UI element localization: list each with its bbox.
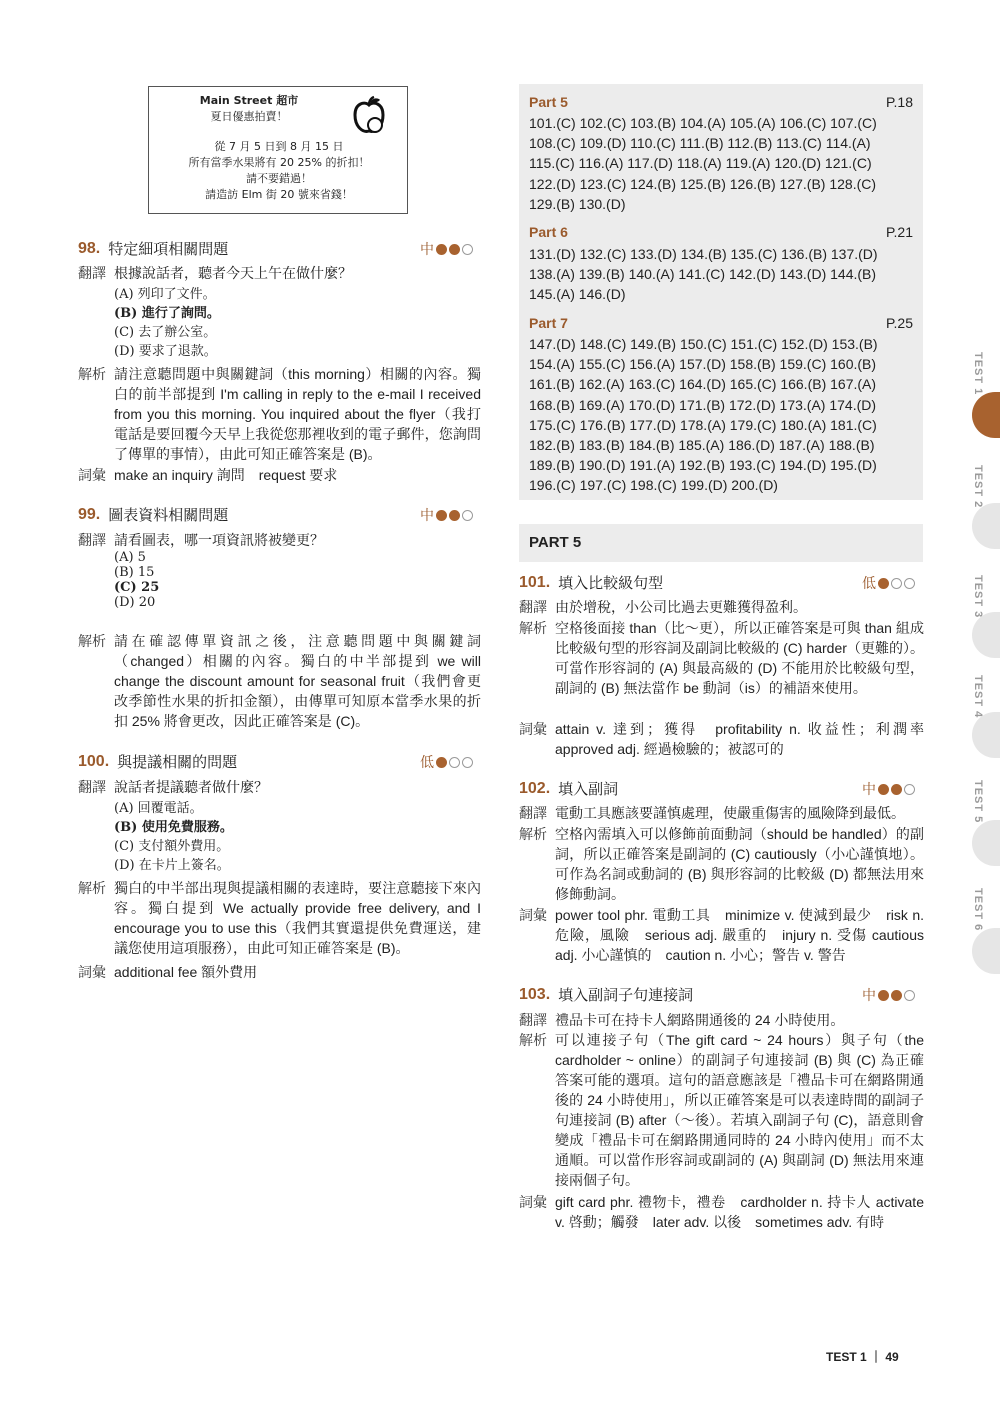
difficulty-indicator	[862, 573, 915, 593]
vocab-label: 詞彙	[78, 468, 106, 484]
tab-test4[interactable]	[972, 712, 1000, 758]
part-header-label: PART 5	[529, 534, 582, 551]
difficulty-indicator	[420, 752, 473, 772]
question-title: 與提議相關的問題	[117, 753, 238, 771]
vocab-text: additional fee 額外費用	[114, 964, 258, 980]
difficulty-dot	[904, 784, 915, 795]
answer-line: 131.(D) 132.(C) 133.(D) 134.(B) 135.(C) 136.(B) 137.(D)	[529, 246, 878, 262]
tab-test1[interactable]	[972, 392, 1000, 438]
answer-line: 182.(B) 183.(B) 184.(B) 185.(A) 186.(D) 187.(A) 188.(B)	[529, 437, 875, 454]
question-text: 禮品卡可在持卡人網路開通後的 24 小時使用。	[555, 1012, 845, 1028]
question-title: 特定細項相關問題	[108, 240, 229, 258]
option: (D) 要求了退款。	[114, 344, 217, 359]
question-title: 圖表資料相關問題	[108, 506, 229, 524]
vocab-label: 詞彙	[519, 1195, 547, 1211]
question-number: 98.	[78, 239, 101, 257]
vocab-row	[78, 465, 481, 485]
vocab-row	[78, 962, 481, 982]
analysis-label: 解析	[519, 1033, 547, 1049]
tab-label-test2: TEST 2	[972, 465, 984, 509]
analysis-label: 解析	[519, 827, 547, 843]
page-footer: TEST 1 ｜ 49	[826, 1350, 899, 1364]
translation-label: 翻譯	[519, 600, 547, 616]
flyer-line: 所有當季水果將有 20 25% 的折扣！	[188, 156, 370, 169]
difficulty-dot	[462, 244, 473, 255]
answer-line: 115.(C) 116.(A) 117.(D) 118.(A) 119.(A) 120.(D) 121.(C)	[529, 155, 872, 172]
analysis-text: 可以連接子句（The gift card ~ 24 hours）與子句（the cardholder ~ online）的副詞子句連接詞 (B) 與 (C) 為正確答案可能的選項。這句的語意應該是「禮品卡可在網路開通後的 24 小時使用」，所以正確答案是可以表達時間的副詞子句連接詞 (B) after（～後）。若填入副詞子句 (C)，語意則會變成「禮品卡可在網路開通同時的 24 小時內使用」而不太通順。可以當作形容詞或副詞的 (A) 與副詞 (D) 無法用來連接兩個子句。	[555, 1032, 924, 1188]
difficulty-dot	[449, 757, 460, 768]
option: (A) 列印了文件。	[114, 287, 216, 302]
difficulty-label: 中	[862, 988, 876, 1004]
answer-page-ref: P.21	[886, 224, 913, 240]
difficulty-dot	[891, 578, 902, 589]
tab-test6[interactable]	[972, 928, 1000, 974]
answer-line: 145.(A) 146.(D)	[529, 286, 626, 303]
translation-row	[78, 530, 481, 610]
tab-test3[interactable]	[972, 612, 1000, 658]
question-98-header	[78, 238, 228, 259]
option-correct: (B) 使用免費服務。	[114, 820, 233, 835]
analysis-text: 請在確認傳單資訊之後，注意聽問題中與關鍵詞（changed）相關的內容。獨白的中半部提到 we will change the discount amount for seasonal fruit（我們會更改季節性水果的折扣金額），由傳單可知原本當季水果的折扣 25% 將會更改，因此正確答案是 (C)。	[114, 633, 481, 729]
translation-label: 翻譯	[78, 533, 106, 549]
vocab-text: power tool phr. 電動工具 minimize v. 使減到最少 risk n. 危險，風險 serious adj. 嚴重的 injury n. 受傷 cautious adj. 小心謹慎的 caution n. 小心；警告 v. 警告	[555, 907, 924, 963]
difficulty-dot	[449, 510, 460, 521]
vocab-row	[519, 1192, 924, 1232]
flyer-line: 請造訪 Elm 街 20 號來省錢！	[205, 188, 353, 201]
apple-icon	[351, 95, 387, 137]
vocab-row	[519, 905, 924, 965]
analysis-row	[78, 364, 481, 464]
answer-line: 196.(C) 197.(C) 198.(C) 199.(D) 200.(D)	[529, 477, 778, 494]
analysis-label: 解析	[78, 367, 106, 383]
analysis-label: 解析	[519, 621, 547, 637]
option: (D) 20	[114, 595, 156, 610]
answer-line: 122.(D) 123.(C) 124.(B) 125.(B) 126.(B) 127.(B) 128.(C)	[529, 175, 877, 192]
difficulty-dot	[891, 990, 902, 1001]
answer-page-ref: P.25	[886, 315, 913, 331]
question-number: 101.	[519, 573, 551, 591]
question-text: 由於增稅，小公司比過去更難獲得盈利。	[555, 599, 807, 615]
translation-label: 翻譯	[78, 266, 106, 282]
option: (C) 去了辦公室。	[114, 325, 217, 340]
answer-line: 154.(A) 155.(C) 156.(A) 157.(D) 158.(B) 159.(C) 160.(B)	[529, 356, 877, 373]
option: (D) 在卡片上簽名。	[114, 858, 230, 873]
answer-list	[529, 334, 919, 496]
difficulty-dot	[462, 757, 473, 768]
analysis-text: 空格內需填入可以修飾前面動詞（should be handled）的副詞，所以正確答案是副詞的 (C) cautiously（小心謹慎地）。可作為名詞或動詞的 (B) 與形容詞的比較級 (D) 都無法用來修飾動詞。	[555, 826, 924, 902]
difficulty-indicator	[862, 985, 915, 1005]
question-102-header	[519, 778, 618, 799]
answer-line: 175.(C) 176.(B) 177.(D) 178.(A) 179.(C) 180.(A) 181.(C)	[529, 416, 877, 433]
difficulty-label: 中	[862, 782, 876, 798]
vocab-label: 詞彙	[78, 965, 106, 981]
translation-label: 翻譯	[519, 806, 547, 822]
answer-line: 189.(B) 190.(D) 191.(A) 192.(B) 193.(C) 194.(D) 195.(D)	[529, 457, 877, 474]
difficulty-dot	[436, 244, 447, 255]
analysis-row	[78, 878, 481, 958]
analysis-label: 解析	[78, 634, 106, 650]
answer-part-label: Part 7	[529, 315, 568, 331]
answer-line: 101.(C) 102.(C) 103.(B) 104.(A) 105.(A) 106.(C) 107.(C)	[529, 115, 877, 131]
option-correct: (B) 進行了詢問。	[114, 306, 220, 321]
question-99-header	[78, 504, 228, 525]
analysis-text: 請注意聽問題中與關鍵詞（this morning）相關的內容。獨白的前半部提到 I'm calling in reply to the e-mail I received from you this morning. You inquired about the flyer（我打電話是要回覆今天早上我從您那裡收到的電子郵件，您詢問了傳單的事情），由此可知正確答案是 (B)。	[114, 366, 481, 462]
answer-list	[529, 244, 919, 305]
answer-line: 147.(D) 148.(C) 149.(B) 150.(C) 151.(C) 152.(D) 153.(B)	[529, 336, 878, 352]
answer-key-box	[519, 84, 923, 500]
option-correct: (C) 25	[114, 580, 160, 595]
answer-line: 168.(B) 169.(A) 170.(D) 171.(B) 172.(D) 173.(A) 174.(D)	[529, 396, 877, 413]
analysis-text: 空格後面接 than（比～更），所以正確答案是可與 than 組成比較級句型的形容詞及副詞比較級的 (C) harder（更難的）。可當作形容詞的 (A) 與最高級的 (D) 不能用於比較級句型，副詞的 (B) 無法當作 be 動詞（is）的補語來使用。	[555, 620, 924, 696]
question-number: 102.	[519, 779, 551, 797]
vocab-label: 詞彙	[519, 908, 547, 924]
difficulty-dot	[904, 990, 915, 1001]
question-number: 100.	[78, 752, 110, 770]
difficulty-indicator	[862, 779, 915, 799]
option: (A) 5	[114, 550, 146, 565]
difficulty-label: 中	[420, 242, 434, 258]
difficulty-label: 中	[420, 508, 434, 524]
analysis-row	[519, 1030, 924, 1190]
tab-label-test5: TEST 5	[972, 780, 984, 824]
flyer-box	[148, 86, 408, 214]
question-title: 填入副詞子句連接詞	[558, 986, 694, 1004]
flyer-title: Main Street 超市	[199, 94, 299, 107]
answer-list	[529, 113, 919, 214]
difficulty-indicator	[420, 239, 473, 259]
flyer-line: 從 7 月 5 日到 8 月 15 日	[214, 140, 344, 153]
difficulty-dot	[878, 578, 889, 589]
vocab-text: gift card phr. 禮物卡，禮卷 cardholder n. 持卡人 activate v. 啓動；觸發 later adv. 以後 sometimes adv. 有時	[555, 1194, 924, 1230]
difficulty-dot	[891, 784, 902, 795]
difficulty-dot	[904, 578, 915, 589]
question-103-header	[519, 984, 693, 1005]
answer-line: 138.(A) 139.(B) 140.(A) 141.(C) 142.(D) 143.(D) 144.(B)	[529, 266, 877, 283]
difficulty-label: 低	[420, 755, 434, 771]
tab-test5[interactable]	[972, 820, 1000, 866]
difficulty-dot	[462, 510, 473, 521]
question-number: 103.	[519, 985, 551, 1003]
difficulty-dot	[878, 990, 889, 1001]
question-101-header	[519, 572, 663, 593]
analysis-text: 獨白的中半部出現與提議相關的表達時，要注意聽接下來內容。獨白提到 We actually provide free delivery, and I encourage you to use this（我們其實還提供免費運送，建議您使用這項服務），由此可知正確答案是 (B)。	[114, 880, 481, 956]
answer-page-ref: P.18	[886, 94, 913, 110]
analysis-row	[78, 631, 481, 731]
question-text: 根據說話者，聽者今天上午在做什麼？	[114, 265, 352, 281]
vocab-text: make an inquiry 詢問 request 要求	[114, 467, 338, 483]
question-text: 電動工具應該要謹慎處理，使嚴重傷害的風險降到最低。	[555, 805, 905, 821]
answer-line: 129.(B) 130.(D)	[529, 195, 626, 212]
answer-part-label: Part 6	[529, 224, 568, 240]
difficulty-label: 低	[862, 576, 876, 592]
question-text: 說話者提議聽者做什麼？	[114, 779, 268, 795]
flyer-subtitle: 夏日優惠拍賣！	[210, 110, 288, 123]
question-text: 請看圖表，哪一項資訊將被變更？	[114, 532, 324, 548]
part-header	[519, 524, 923, 562]
analysis-row	[519, 824, 924, 904]
question-number: 99.	[78, 505, 101, 523]
question-title: 填入副詞	[558, 780, 619, 798]
question-title: 填入比較級句型	[558, 574, 664, 592]
answer-part-label: Part 5	[529, 94, 568, 110]
tab-label-test4: TEST 4	[972, 675, 984, 719]
answer-line: 161.(B) 162.(A) 163.(C) 164.(D) 165.(C) 166.(B) 167.(A)	[529, 376, 877, 393]
difficulty-indicator	[420, 505, 473, 525]
option: (A) 回覆電話。	[114, 801, 203, 816]
answer-line: 108.(C) 109.(D) 110.(C) 111.(B) 112.(B) 113.(C) 114.(A)	[529, 135, 871, 152]
tab-label-test6: TEST 6	[972, 888, 984, 932]
translation-row	[519, 597, 924, 617]
analysis-label: 解析	[78, 881, 106, 897]
difficulty-dot	[436, 510, 447, 521]
vocab-label: 詞彙	[519, 722, 547, 738]
difficulty-dot	[878, 784, 889, 795]
translation-row	[519, 1010, 924, 1030]
tab-test2[interactable]	[972, 503, 1000, 549]
tab-label-test3: TEST 3	[972, 575, 984, 619]
option: (B) 15	[114, 565, 155, 580]
translation-row	[78, 777, 481, 873]
difficulty-dot	[449, 244, 460, 255]
translation-label: 翻譯	[78, 780, 106, 796]
vocab-row	[519, 719, 924, 759]
vocab-text: attain v. 達到；獲得 profitability n. 收益性；利潤率 approved adj. 經過檢驗的；被認可的	[555, 721, 924, 757]
tab-label-test1: TEST 1	[972, 352, 984, 396]
translation-row	[519, 803, 924, 823]
difficulty-dot	[436, 757, 447, 768]
translation-row	[78, 263, 481, 359]
analysis-row	[519, 618, 924, 698]
question-100-header	[78, 751, 237, 772]
flyer-line: 請不要錯過！	[246, 172, 312, 185]
option: (C) 支付額外費用。	[114, 839, 230, 854]
translation-label: 翻譯	[519, 1013, 547, 1029]
